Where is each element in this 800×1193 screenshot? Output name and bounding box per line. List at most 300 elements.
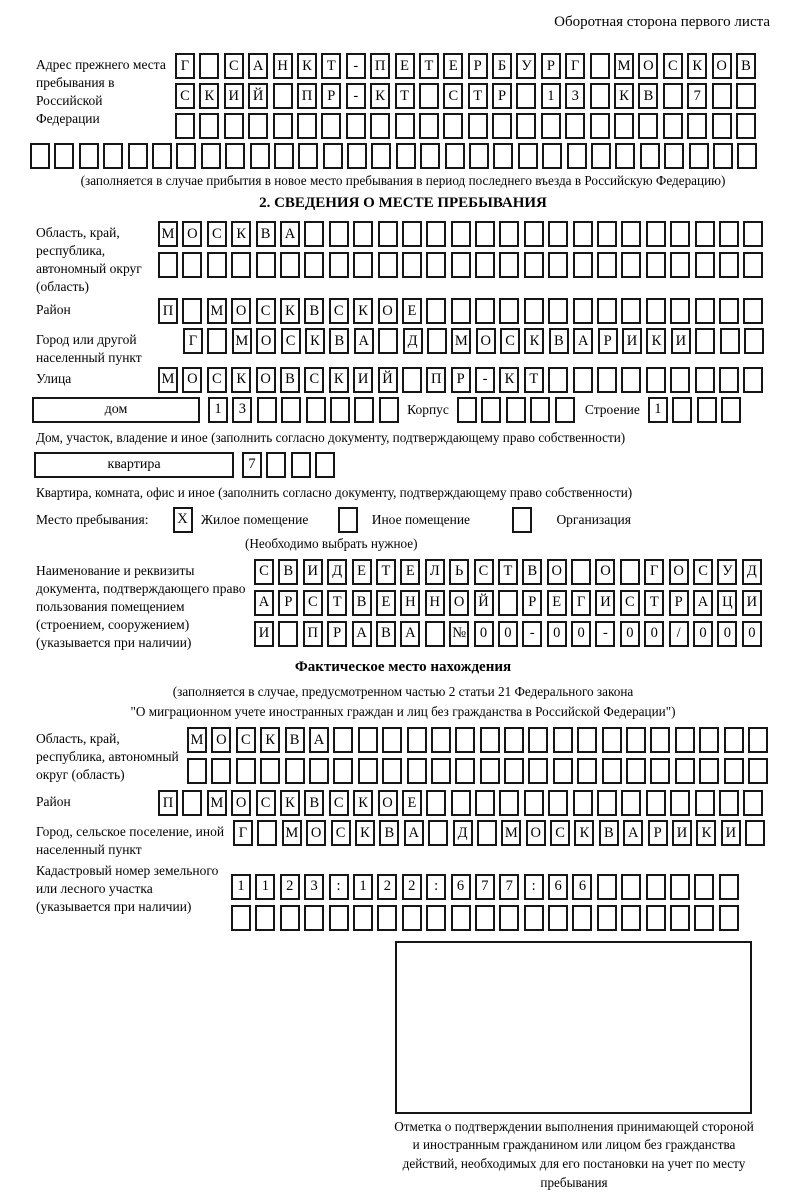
char-box[interactable]: М [282, 820, 302, 846]
char-box[interactable] [451, 298, 471, 324]
char-box[interactable] [620, 559, 640, 585]
char-box[interactable] [419, 113, 439, 139]
char-box[interactable]: Е [402, 790, 422, 816]
char-box[interactable]: 7 [242, 452, 262, 478]
char-box[interactable] [650, 727, 670, 753]
char-box[interactable]: В [329, 328, 349, 354]
char-box[interactable]: 7 [499, 874, 519, 900]
char-box[interactable] [712, 83, 732, 109]
char-box[interactable] [670, 298, 690, 324]
char-box[interactable] [175, 113, 195, 139]
char-box[interactable] [591, 143, 611, 169]
char-box[interactable] [577, 727, 597, 753]
char-box[interactable] [451, 790, 471, 816]
char-box[interactable] [201, 143, 221, 169]
char-box[interactable] [498, 590, 518, 616]
char-box[interactable]: П [158, 790, 178, 816]
char-box[interactable]: С [329, 298, 349, 324]
char-box[interactable] [211, 758, 231, 784]
char-box[interactable]: К [687, 53, 707, 79]
char-box[interactable]: М [451, 328, 471, 354]
char-box[interactable]: С [207, 367, 227, 393]
char-box[interactable]: Д [742, 559, 762, 585]
char-box[interactable]: 3 [232, 397, 252, 423]
char-box[interactable] [79, 143, 99, 169]
char-box[interactable] [333, 727, 353, 753]
char-box[interactable]: К [353, 790, 373, 816]
char-box[interactable]: И [622, 328, 642, 354]
char-box[interactable]: А [280, 221, 300, 247]
char-box[interactable] [297, 113, 317, 139]
char-box[interactable] [516, 113, 536, 139]
char-box[interactable]: И [353, 367, 373, 393]
char-box[interactable]: Г [175, 53, 195, 79]
char-box[interactable]: О [211, 727, 231, 753]
char-box[interactable] [602, 758, 622, 784]
char-box[interactable] [699, 758, 719, 784]
char-box[interactable] [571, 559, 591, 585]
char-box[interactable]: 2 [402, 874, 422, 900]
char-box[interactable]: В [304, 790, 324, 816]
char-box[interactable]: О [182, 367, 202, 393]
char-box[interactable] [402, 221, 422, 247]
char-box[interactable] [719, 874, 739, 900]
char-box[interactable] [663, 83, 683, 109]
char-box[interactable] [590, 83, 610, 109]
char-box[interactable] [744, 328, 764, 354]
char-box[interactable] [745, 820, 765, 846]
char-box[interactable]: Т [376, 559, 396, 585]
char-box[interactable]: И [224, 83, 244, 109]
char-box[interactable] [597, 905, 617, 931]
char-box[interactable] [378, 252, 398, 278]
char-box[interactable] [451, 221, 471, 247]
char-box[interactable]: Р [278, 590, 298, 616]
char-box[interactable] [255, 905, 275, 931]
char-box[interactable]: Т [468, 83, 488, 109]
char-box[interactable]: Р [541, 53, 561, 79]
char-box[interactable] [257, 397, 277, 423]
char-box[interactable] [187, 758, 207, 784]
char-box[interactable] [573, 252, 593, 278]
char-box[interactable] [597, 252, 617, 278]
char-box[interactable]: Ц [717, 590, 737, 616]
char-box[interactable]: В [352, 590, 372, 616]
char-box[interactable]: 0 [742, 621, 762, 647]
char-box[interactable] [646, 221, 666, 247]
char-box[interactable]: О [595, 559, 615, 585]
char-box[interactable] [695, 367, 715, 393]
char-box[interactable]: С [175, 83, 195, 109]
char-box[interactable]: Л [425, 559, 445, 585]
char-box[interactable] [516, 83, 536, 109]
char-box[interactable]: Т [321, 53, 341, 79]
char-box[interactable] [426, 298, 446, 324]
char-box[interactable] [719, 252, 739, 278]
char-box[interactable] [524, 905, 544, 931]
char-box[interactable]: - [346, 53, 366, 79]
char-box[interactable] [475, 298, 495, 324]
char-box[interactable] [152, 143, 172, 169]
char-box[interactable] [699, 727, 719, 753]
char-box[interactable] [743, 367, 763, 393]
char-box[interactable]: К [199, 83, 219, 109]
char-box[interactable] [670, 221, 690, 247]
char-box[interactable] [548, 905, 568, 931]
char-box[interactable] [724, 758, 744, 784]
char-box[interactable]: Т [395, 83, 415, 109]
char-box[interactable] [719, 221, 739, 247]
char-box[interactable] [451, 905, 471, 931]
char-box[interactable] [577, 758, 597, 784]
char-box[interactable] [694, 874, 714, 900]
char-box[interactable]: Р [598, 328, 618, 354]
char-box[interactable]: О [449, 590, 469, 616]
char-box[interactable] [274, 143, 294, 169]
char-box[interactable] [382, 727, 402, 753]
char-box[interactable] [236, 758, 256, 784]
char-box[interactable]: К [260, 727, 280, 753]
char-box[interactable] [597, 367, 617, 393]
char-box[interactable] [419, 83, 439, 109]
char-box[interactable]: С [256, 298, 276, 324]
char-box[interactable] [748, 758, 768, 784]
char-box[interactable] [590, 113, 610, 139]
char-box[interactable] [285, 758, 305, 784]
char-box[interactable]: 0 [474, 621, 494, 647]
char-box[interactable]: С [331, 820, 351, 846]
char-box[interactable]: Г [644, 559, 664, 585]
char-box[interactable]: П [426, 367, 446, 393]
char-box[interactable] [260, 758, 280, 784]
char-box[interactable] [743, 252, 763, 278]
char-box[interactable] [475, 905, 495, 931]
char-box[interactable]: П [303, 621, 323, 647]
char-box[interactable] [493, 143, 513, 169]
char-box[interactable] [626, 727, 646, 753]
char-box[interactable] [329, 905, 349, 931]
char-box[interactable]: О [547, 559, 567, 585]
char-box[interactable] [670, 367, 690, 393]
char-box[interactable] [281, 397, 301, 423]
char-box[interactable]: И [595, 590, 615, 616]
char-box[interactable] [672, 397, 692, 423]
char-box[interactable]: К [280, 298, 300, 324]
char-box[interactable]: Н [400, 590, 420, 616]
char-box[interactable] [721, 397, 741, 423]
char-box[interactable]: Д [327, 559, 347, 585]
char-box[interactable]: С [500, 328, 520, 354]
checkbox-zhiloe[interactable]: X [173, 507, 193, 533]
char-box[interactable] [621, 252, 641, 278]
char-box[interactable] [306, 397, 326, 423]
char-box[interactable] [565, 113, 585, 139]
char-box[interactable]: Й [474, 590, 494, 616]
char-box[interactable]: - [595, 621, 615, 647]
char-box[interactable]: : [329, 874, 349, 900]
char-box[interactable]: В [549, 328, 569, 354]
char-box[interactable]: - [346, 83, 366, 109]
char-box[interactable]: В [256, 221, 276, 247]
char-box[interactable]: 0 [547, 621, 567, 647]
char-box[interactable]: К [231, 221, 251, 247]
char-box[interactable] [323, 143, 343, 169]
char-box[interactable] [614, 113, 634, 139]
char-box[interactable]: Н [425, 590, 445, 616]
char-box[interactable]: К [329, 367, 349, 393]
char-box[interactable]: Е [443, 53, 463, 79]
char-box[interactable] [257, 820, 277, 846]
char-box[interactable] [724, 727, 744, 753]
char-box[interactable]: Т [524, 367, 544, 393]
char-box[interactable]: А [693, 590, 713, 616]
char-box[interactable]: О [526, 820, 546, 846]
char-box[interactable] [420, 143, 440, 169]
char-box[interactable] [670, 874, 690, 900]
char-box[interactable]: Е [376, 590, 396, 616]
char-box[interactable] [553, 727, 573, 753]
char-box[interactable] [687, 113, 707, 139]
char-box[interactable] [427, 328, 447, 354]
char-box[interactable] [719, 790, 739, 816]
char-box[interactable] [207, 252, 227, 278]
char-box[interactable] [291, 452, 311, 478]
char-box[interactable]: К [696, 820, 716, 846]
char-box[interactable] [54, 143, 74, 169]
char-box[interactable] [694, 905, 714, 931]
char-box[interactable]: 0 [717, 621, 737, 647]
char-box[interactable]: М [207, 790, 227, 816]
char-box[interactable] [506, 397, 526, 423]
char-box[interactable]: В [522, 559, 542, 585]
char-box[interactable] [646, 905, 666, 931]
char-box[interactable]: Д [403, 328, 423, 354]
char-box[interactable]: У [516, 53, 536, 79]
char-box[interactable]: С [550, 820, 570, 846]
char-box[interactable] [225, 143, 245, 169]
char-box[interactable] [712, 113, 732, 139]
char-box[interactable] [572, 905, 592, 931]
char-box[interactable] [530, 397, 550, 423]
char-box[interactable]: А [623, 820, 643, 846]
char-box[interactable] [695, 298, 715, 324]
char-box[interactable] [646, 790, 666, 816]
char-box[interactable] [481, 397, 501, 423]
char-box[interactable]: 1 [255, 874, 275, 900]
char-box[interactable]: А [352, 621, 372, 647]
char-box[interactable]: И [671, 328, 691, 354]
char-box[interactable] [182, 298, 202, 324]
char-box[interactable]: 7 [687, 83, 707, 109]
char-box[interactable] [280, 905, 300, 931]
char-box[interactable] [528, 758, 548, 784]
char-box[interactable]: К [231, 367, 251, 393]
char-box[interactable]: Р [468, 53, 488, 79]
char-box[interactable]: В [599, 820, 619, 846]
char-box[interactable] [743, 790, 763, 816]
char-box[interactable] [309, 758, 329, 784]
char-box[interactable] [524, 790, 544, 816]
char-box[interactable] [353, 252, 373, 278]
char-box[interactable] [333, 758, 353, 784]
char-box[interactable]: М [187, 727, 207, 753]
char-box[interactable] [182, 790, 202, 816]
char-box[interactable] [321, 113, 341, 139]
char-box[interactable] [443, 113, 463, 139]
char-box[interactable]: Р [522, 590, 542, 616]
char-box[interactable] [477, 820, 497, 846]
char-box[interactable] [621, 367, 641, 393]
char-box[interactable] [697, 397, 717, 423]
char-box[interactable] [573, 367, 593, 393]
char-box[interactable]: Г [233, 820, 253, 846]
char-box[interactable] [748, 727, 768, 753]
char-box[interactable]: С [443, 83, 463, 109]
char-box[interactable] [573, 790, 593, 816]
char-box[interactable]: А [573, 328, 593, 354]
char-box[interactable] [719, 298, 739, 324]
char-box[interactable] [602, 727, 622, 753]
char-box[interactable]: О [378, 298, 398, 324]
char-box[interactable] [457, 397, 477, 423]
char-box[interactable]: К [646, 328, 666, 354]
char-box[interactable]: К [305, 328, 325, 354]
char-box[interactable] [719, 905, 739, 931]
char-box[interactable] [597, 298, 617, 324]
char-box[interactable]: Д [453, 820, 473, 846]
char-box[interactable] [626, 758, 646, 784]
char-box[interactable] [199, 113, 219, 139]
char-box[interactable] [304, 221, 324, 247]
char-box[interactable] [280, 252, 300, 278]
char-box[interactable] [492, 113, 512, 139]
char-box[interactable]: Р [492, 83, 512, 109]
char-box[interactable] [621, 221, 641, 247]
char-box[interactable] [573, 298, 593, 324]
char-box[interactable]: С [620, 590, 640, 616]
char-box[interactable]: В [280, 367, 300, 393]
char-box[interactable]: С [236, 727, 256, 753]
char-box[interactable] [499, 905, 519, 931]
char-box[interactable]: 1 [208, 397, 228, 423]
char-box[interactable] [720, 328, 740, 354]
char-box[interactable] [353, 221, 373, 247]
char-box[interactable]: 3 [565, 83, 585, 109]
char-box[interactable]: - [475, 367, 495, 393]
char-box[interactable]: В [736, 53, 756, 79]
char-box[interactable] [455, 758, 475, 784]
char-box[interactable]: А [254, 590, 274, 616]
char-box[interactable] [407, 727, 427, 753]
char-box[interactable] [504, 727, 524, 753]
char-box[interactable] [524, 221, 544, 247]
char-box[interactable] [736, 83, 756, 109]
char-box[interactable] [379, 397, 399, 423]
char-box[interactable] [743, 298, 763, 324]
char-box[interactable]: М [501, 820, 521, 846]
char-box[interactable] [426, 905, 446, 931]
char-box[interactable]: С [663, 53, 683, 79]
char-box[interactable]: Г [183, 328, 203, 354]
kvartira-box[interactable] [34, 452, 234, 478]
char-box[interactable]: С [207, 221, 227, 247]
char-box[interactable] [597, 221, 617, 247]
char-box[interactable] [468, 113, 488, 139]
char-box[interactable] [304, 905, 324, 931]
char-box[interactable] [615, 143, 635, 169]
char-box[interactable]: Т [644, 590, 664, 616]
char-box[interactable]: 6 [548, 874, 568, 900]
char-box[interactable]: А [309, 727, 329, 753]
checkbox-org[interactable] [512, 507, 532, 533]
char-box[interactable]: О [256, 328, 276, 354]
char-box[interactable] [663, 113, 683, 139]
char-box[interactable] [695, 221, 715, 247]
char-box[interactable]: 6 [451, 874, 471, 900]
char-box[interactable]: О [231, 790, 251, 816]
dom-box[interactable] [32, 397, 200, 423]
char-box[interactable] [524, 252, 544, 278]
char-box[interactable]: 0 [571, 621, 591, 647]
char-box[interactable] [407, 758, 427, 784]
char-box[interactable]: О [638, 53, 658, 79]
char-box[interactable]: В [278, 559, 298, 585]
char-box[interactable] [640, 143, 660, 169]
char-box[interactable] [597, 790, 617, 816]
char-box[interactable]: Е [400, 559, 420, 585]
char-box[interactable]: К [499, 367, 519, 393]
char-box[interactable]: А [404, 820, 424, 846]
char-box[interactable]: С [224, 53, 244, 79]
char-box[interactable]: С [304, 367, 324, 393]
char-box[interactable] [695, 252, 715, 278]
char-box[interactable]: 1 [648, 397, 668, 423]
char-box[interactable]: И [672, 820, 692, 846]
char-box[interactable] [445, 143, 465, 169]
char-box[interactable]: О [712, 53, 732, 79]
char-box[interactable] [231, 905, 251, 931]
char-box[interactable] [158, 252, 178, 278]
char-box[interactable]: О [306, 820, 326, 846]
char-box[interactable]: К [524, 328, 544, 354]
char-box[interactable] [548, 790, 568, 816]
char-box[interactable] [621, 790, 641, 816]
char-box[interactable]: № [449, 621, 469, 647]
char-box[interactable]: Т [419, 53, 439, 79]
char-box[interactable]: И [721, 820, 741, 846]
char-box[interactable] [548, 221, 568, 247]
char-box[interactable] [646, 367, 666, 393]
char-box[interactable]: 3 [304, 874, 324, 900]
char-box[interactable] [528, 727, 548, 753]
char-box[interactable]: О [231, 298, 251, 324]
char-box[interactable] [695, 328, 715, 354]
char-box[interactable]: В [638, 83, 658, 109]
char-box[interactable] [675, 758, 695, 784]
char-box[interactable]: О [256, 367, 276, 393]
char-box[interactable]: 0 [644, 621, 664, 647]
char-box[interactable] [347, 143, 367, 169]
char-box[interactable] [224, 113, 244, 139]
char-box[interactable]: В [379, 820, 399, 846]
char-box[interactable] [377, 905, 397, 931]
char-box[interactable]: К [574, 820, 594, 846]
char-box[interactable] [370, 113, 390, 139]
char-box[interactable]: П [297, 83, 317, 109]
char-box[interactable]: Е [352, 559, 372, 585]
char-box[interactable] [266, 452, 286, 478]
char-box[interactable] [426, 221, 446, 247]
